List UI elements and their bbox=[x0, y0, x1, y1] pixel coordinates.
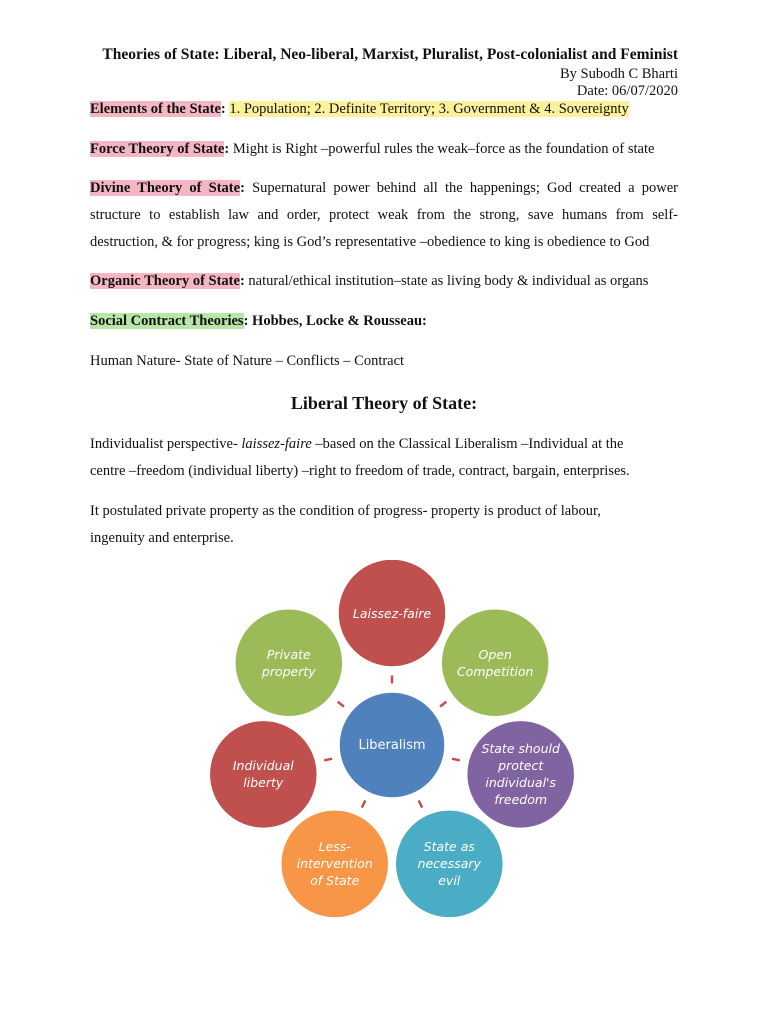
organic-text: natural/ethical institution–state as living body & individual as organs bbox=[248, 273, 649, 289]
social-contract-names: Hobbes, Locke & Rousseau: bbox=[252, 313, 427, 329]
diagram-node-label-1: Open Competition bbox=[456, 646, 534, 679]
liberal-heading: Liberal Theory of State: bbox=[290, 393, 478, 413]
connector-5 bbox=[324, 759, 332, 761]
liberal-paragraph-2: It postulated private property as the condition of progress- property is product of labour, ingenuity and enterprise. bbox=[90, 503, 601, 546]
liberalism-diagram bbox=[0, 560, 768, 920]
author-date-block bbox=[560, 66, 678, 100]
organic-label: Organic Theory of State bbox=[90, 273, 240, 289]
diagram-node-label-2: State should protect individual's freedom bbox=[481, 741, 560, 808]
elements-paragraph: Elements of the State: 1. Population; 2. Definite Territory; 3. Government & 4. Sovereignty bbox=[90, 101, 629, 117]
liberal-paragraph-1 bbox=[90, 431, 660, 485]
divine-label: Divine Theory of State bbox=[90, 180, 241, 196]
document-title: Theories of State: Liberal, Neo-liberal, Marxist, Pluralist, Post-colonialist and Feminist bbox=[102, 46, 678, 63]
author-line: By Subodh C Bharti bbox=[559, 66, 678, 82]
diagram-node-label-0: Laissez-faire bbox=[352, 605, 432, 621]
divine-text: Supernatural power behind all the happenings; God created a power structure to establish law and order, protect weak from the strong, save humans from self-destruction, & for progress; king is God’s representative –obedience to king is obedience to God bbox=[90, 180, 678, 250]
diagram-center-label: Liberalism bbox=[358, 737, 426, 753]
connector-3 bbox=[419, 800, 422, 807]
force-paragraph: Force Theory of State: Might is Right –powerful rules the weak–force as the foundation of state bbox=[90, 141, 655, 157]
diagram-node-label-3: State as necessary evil bbox=[417, 839, 481, 889]
social-contract-flow: Human Nature- State of Nature – Conflicts – Contract bbox=[90, 353, 405, 369]
liberal-p1-end: –based on the Classical Liberalism –Individual at the centre –freedom (individual liberty) –right to freedom of trade, contract, bargain, enterprises. bbox=[90, 436, 630, 479]
social-contract-paragraph: Social Contract Theories: Hobbes, Locke & Rousseau: bbox=[90, 313, 427, 329]
laissez-faire-term: laissez-faire bbox=[241, 436, 312, 452]
social-contract-label: Social Contract Theories bbox=[90, 313, 244, 329]
date-line: Date: 06/07/2020 bbox=[576, 83, 678, 99]
organic-paragraph: Organic Theory of State: natural/ethical institution–state as living body & individual as organs bbox=[90, 273, 649, 289]
connector-2 bbox=[452, 759, 460, 761]
divine-paragraph: Divine Theory of State: Supernatural power behind all the happenings; God created a power structure to establish law and order, protect weak from the strong, save humans from self-destruction, & for progress; king is God’s representative –obedience to king is obedience to God bbox=[90, 180, 678, 250]
connector-4 bbox=[362, 800, 365, 807]
diagram-node-label-4: Less-intervention of State bbox=[296, 839, 373, 889]
force-text: Might is Right –powerful rules the weak–force as the foundation of state bbox=[232, 141, 655, 157]
elements-label: Elements of the State bbox=[90, 101, 221, 117]
force-label: Force Theory of State bbox=[90, 141, 225, 157]
elements-text: 1. Population; 2. Definite Territory; 3. Government & 4. Sovereignty bbox=[229, 101, 629, 117]
liberal-p1-start: Individualist perspective- bbox=[90, 436, 238, 452]
diagram-node-label-6: Private property bbox=[261, 646, 316, 679]
diagram-node-label-5: Individual liberty bbox=[232, 758, 294, 791]
